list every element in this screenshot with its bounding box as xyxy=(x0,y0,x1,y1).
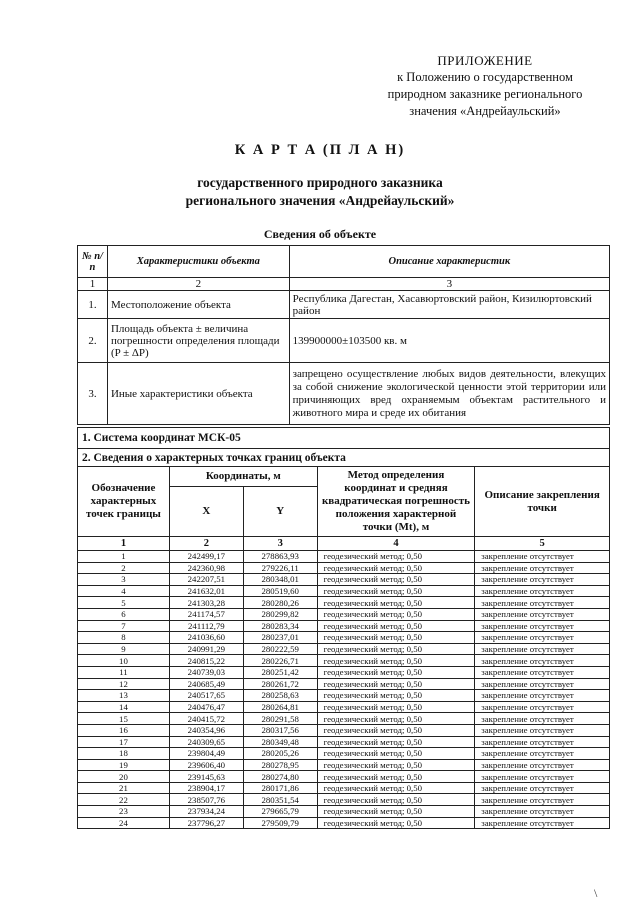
coord-y: 280291,58 xyxy=(243,713,317,725)
corner-mark: \ xyxy=(594,886,598,900)
col-num: 4 xyxy=(317,537,475,551)
coord-y: 279665,79 xyxy=(243,806,317,818)
coord-x: 242207,51 xyxy=(169,574,243,586)
coord-y: 280280,26 xyxy=(243,597,317,609)
point-number: 7 xyxy=(78,620,170,632)
table-row xyxy=(78,701,610,713)
appendix-line: природном заказнике регионального xyxy=(387,87,583,101)
col-num: 1 xyxy=(78,278,108,291)
coord-x: 241632,01 xyxy=(169,585,243,597)
method: геодезический метод; 0,50 xyxy=(317,771,475,783)
coord-x: 240991,29 xyxy=(169,643,243,655)
header-y: Y xyxy=(243,487,317,537)
fixing: закрепление отсутствует xyxy=(475,562,610,574)
point-number: 14 xyxy=(78,701,170,713)
coord-x: 242360,98 xyxy=(169,562,243,574)
row-characteristic: Иные характеристики объекта xyxy=(107,363,289,425)
coord-y: 280251,42 xyxy=(243,666,317,678)
appendix-line: значения «Андрейаульский» xyxy=(409,104,561,118)
coord-y: 280274,80 xyxy=(243,771,317,783)
method: геодезический метод; 0,50 xyxy=(317,655,475,667)
fixing: закрепление отсутствует xyxy=(475,632,610,644)
col-num: 1 xyxy=(78,537,170,551)
appendix-line: к Положению о государственном xyxy=(397,70,573,84)
point-number: 12 xyxy=(78,678,170,690)
coord-x: 240685,49 xyxy=(169,678,243,690)
method: геодезический метод; 0,50 xyxy=(317,585,475,597)
table-row xyxy=(78,655,610,667)
point-number: 16 xyxy=(78,724,170,736)
coord-y: 280348,01 xyxy=(243,574,317,586)
section-row xyxy=(78,428,610,449)
coord-y: 280205,26 xyxy=(243,748,317,760)
point-number: 21 xyxy=(78,782,170,794)
coordinates-table xyxy=(77,427,610,829)
coord-y: 280283,34 xyxy=(243,620,317,632)
appendix-header xyxy=(360,52,610,120)
table-row xyxy=(78,620,610,632)
coord-y: 280258,63 xyxy=(243,690,317,702)
coord-x: 241036,60 xyxy=(169,632,243,644)
method: геодезический метод; 0,50 xyxy=(317,666,475,678)
coord-y: 280264,81 xyxy=(243,701,317,713)
table-row xyxy=(78,713,610,725)
table-row xyxy=(78,319,610,363)
fixing: закрепление отсутствует xyxy=(475,620,610,632)
boundary-points-label: 2. Сведения о характерных точках границ объекта xyxy=(78,449,610,467)
fixing: закрепление отсутствует xyxy=(475,678,610,690)
coordinate-system-label: 1. Система координат МСК-05 xyxy=(78,428,610,449)
coord-x: 240354,96 xyxy=(169,724,243,736)
col-num: 2 xyxy=(169,537,243,551)
fixing: закрепление отсутствует xyxy=(475,574,610,586)
point-number: 23 xyxy=(78,806,170,818)
method: геодезический метод; 0,50 xyxy=(317,562,475,574)
coord-x: 240476,47 xyxy=(169,701,243,713)
fixing: закрепление отсутствует xyxy=(475,690,610,702)
method: геодезический метод; 0,50 xyxy=(317,759,475,771)
coord-x: 240415,72 xyxy=(169,713,243,725)
table-row xyxy=(78,806,610,818)
header-description: Описание характеристик xyxy=(289,246,609,278)
table-row xyxy=(78,817,610,829)
coord-y: 278863,93 xyxy=(243,551,317,563)
method: геодезический метод; 0,50 xyxy=(317,736,475,748)
header-coordinates: Координаты, м xyxy=(169,467,317,487)
table-row xyxy=(78,736,610,748)
col-num: 2 xyxy=(107,278,289,291)
coord-x: 240309,65 xyxy=(169,736,243,748)
point-number: 10 xyxy=(78,655,170,667)
point-number: 24 xyxy=(78,817,170,829)
coord-x: 238507,76 xyxy=(169,794,243,806)
row-characteristic: Площадь объекта ± величина погрешности определения площади (P ± ΔP) xyxy=(107,319,289,363)
fixing: закрепление отсутствует xyxy=(475,666,610,678)
table-row xyxy=(78,291,610,319)
fixing: закрепление отсутствует xyxy=(475,597,610,609)
point-number: 5 xyxy=(78,597,170,609)
method: геодезический метод; 0,50 xyxy=(317,782,475,794)
table-row xyxy=(78,782,610,794)
fixing: закрепление отсутствует xyxy=(475,759,610,771)
table-row xyxy=(78,666,610,678)
row-characteristic: Местоположение объекта xyxy=(107,291,289,319)
coord-x: 237796,27 xyxy=(169,817,243,829)
row-num: 1. xyxy=(78,291,108,319)
fixing: закрепление отсутствует xyxy=(475,608,610,620)
coord-x: 240815,22 xyxy=(169,655,243,667)
coord-x: 239145,63 xyxy=(169,771,243,783)
coord-x: 240517,65 xyxy=(169,690,243,702)
row-num: 3. xyxy=(78,363,108,425)
method: геодезический метод; 0,50 xyxy=(317,620,475,632)
coord-x: 241303,28 xyxy=(169,597,243,609)
row-description: запрещено осуществление любых видов деятельности, влекущих за собой снижение экологической ценности этой территории или причиняющих вред охраняемым объектам растительного и животного мира и среде их обитания xyxy=(289,363,609,425)
method: геодезический метод; 0,50 xyxy=(317,806,475,818)
method: геодезический метод; 0,50 xyxy=(317,678,475,690)
method: геодезический метод; 0,50 xyxy=(317,690,475,702)
method: геодезический метод; 0,50 xyxy=(317,574,475,586)
header-characteristics: Характеристики объекта xyxy=(107,246,289,278)
method: геодезический метод; 0,50 xyxy=(317,794,475,806)
appendix-title: ПРИЛОЖЕНИЕ xyxy=(437,53,533,68)
point-number: 9 xyxy=(78,643,170,655)
method: геодезический метод; 0,50 xyxy=(317,713,475,725)
fixing: закрепление отсутствует xyxy=(475,724,610,736)
col-num: 3 xyxy=(243,537,317,551)
col-num: 3 xyxy=(289,278,609,291)
header-x: X xyxy=(169,487,243,537)
coord-y: 280226,71 xyxy=(243,655,317,667)
table-row xyxy=(78,363,610,425)
col-num: 5 xyxy=(475,537,610,551)
coord-x: 241112,79 xyxy=(169,620,243,632)
method: геодезический метод; 0,50 xyxy=(317,643,475,655)
fixing: закрепление отсутствует xyxy=(475,585,610,597)
table-row xyxy=(78,771,610,783)
header-num: № п/п xyxy=(78,246,108,278)
point-number: 1 xyxy=(78,551,170,563)
table-row xyxy=(78,643,610,655)
table-row xyxy=(78,597,610,609)
fixing: закрепление отсутствует xyxy=(475,782,610,794)
row-num: 2. xyxy=(78,319,108,363)
method: геодезический метод; 0,50 xyxy=(317,748,475,760)
point-number: 19 xyxy=(78,759,170,771)
column-number-row xyxy=(78,278,610,291)
point-number: 15 xyxy=(78,713,170,725)
fixing: закрепление отсутствует xyxy=(475,817,610,829)
method: геодезический метод; 0,50 xyxy=(317,551,475,563)
table-row xyxy=(78,574,610,586)
row-description: 139900000±103500 кв. м xyxy=(289,319,609,363)
table-row xyxy=(78,562,610,574)
document-title: К А Р Т А (П Л А Н) xyxy=(234,142,406,158)
table-row xyxy=(78,748,610,760)
point-number: 17 xyxy=(78,736,170,748)
fixing: закрепление отсутствует xyxy=(475,643,610,655)
fixing: закрепление отсутствует xyxy=(475,551,610,563)
point-number: 6 xyxy=(78,608,170,620)
subtitle-line: государственного природного заказника xyxy=(197,175,443,190)
fixing: закрепление отсутствует xyxy=(475,713,610,725)
fixing: закрепление отсутствует xyxy=(475,748,610,760)
table-row xyxy=(78,759,610,771)
point-number: 11 xyxy=(78,666,170,678)
subtitle-line: регионального значения «Андрейаульский» xyxy=(185,193,455,208)
coord-y: 279509,79 xyxy=(243,817,317,829)
method: геодезический метод; 0,50 xyxy=(317,817,475,829)
document-subtitle xyxy=(0,174,640,210)
table-row xyxy=(78,585,610,597)
point-number: 18 xyxy=(78,748,170,760)
point-number: 8 xyxy=(78,632,170,644)
table-row xyxy=(78,724,610,736)
table-row xyxy=(78,678,610,690)
fixing: закрепление отсутствует xyxy=(475,736,610,748)
fixing: закрепление отсутствует xyxy=(475,806,610,818)
method: геодезический метод; 0,50 xyxy=(317,632,475,644)
coordinate-rows xyxy=(78,551,610,829)
coord-x: 239606,40 xyxy=(169,759,243,771)
point-number: 2 xyxy=(78,562,170,574)
coord-x: 240739,03 xyxy=(169,666,243,678)
coord-x: 239804,49 xyxy=(169,748,243,760)
method: геодезический метод; 0,50 xyxy=(317,608,475,620)
header-fixing: Описание закрепления точки xyxy=(475,467,610,537)
header-method: Метод определения координат и средняя квадратическая погрешность положения характерной точки (Mt), м xyxy=(317,467,475,537)
method: геодезический метод; 0,50 xyxy=(317,597,475,609)
coord-y: 280222,59 xyxy=(243,643,317,655)
coord-y: 280261,72 xyxy=(243,678,317,690)
coord-y: 280171,86 xyxy=(243,782,317,794)
coord-y: 280351,54 xyxy=(243,794,317,806)
table-row xyxy=(78,608,610,620)
coord-y: 280317,56 xyxy=(243,724,317,736)
coord-x: 238904,17 xyxy=(169,782,243,794)
fixing: закрепление отсутствует xyxy=(475,701,610,713)
coord-y: 280519,60 xyxy=(243,585,317,597)
section-title: Сведения об объекте xyxy=(263,227,377,241)
coord-x: 241174,57 xyxy=(169,608,243,620)
method: геодезический метод; 0,50 xyxy=(317,724,475,736)
coord-y: 279226,11 xyxy=(243,562,317,574)
fixing: закрепление отсутствует xyxy=(475,771,610,783)
point-number: 3 xyxy=(78,574,170,586)
section-row xyxy=(78,449,610,467)
coord-y: 280299,82 xyxy=(243,608,317,620)
point-number: 4 xyxy=(78,585,170,597)
table-header-row xyxy=(78,467,610,487)
table-row xyxy=(78,551,610,563)
point-number: 13 xyxy=(78,690,170,702)
fixing: закрепление отсутствует xyxy=(475,794,610,806)
row-description: Республика Дагестан, Хасавюртовский район, Кизилюртовский район xyxy=(289,291,609,319)
table-row xyxy=(78,632,610,644)
column-number-row xyxy=(78,537,610,551)
method: геодезический метод; 0,50 xyxy=(317,701,475,713)
point-number: 20 xyxy=(78,771,170,783)
coord-y: 280349,48 xyxy=(243,736,317,748)
table-row xyxy=(78,794,610,806)
fixing: закрепление отсутствует xyxy=(475,655,610,667)
coord-x: 237934,24 xyxy=(169,806,243,818)
coord-x: 242499,17 xyxy=(169,551,243,563)
coord-y: 280237,01 xyxy=(243,632,317,644)
object-info-table xyxy=(77,245,610,425)
header-point: Обозначение характерных точек границы xyxy=(78,467,170,537)
coord-y: 280278,95 xyxy=(243,759,317,771)
point-number: 22 xyxy=(78,794,170,806)
table-header-row xyxy=(78,246,610,278)
table-row xyxy=(78,690,610,702)
